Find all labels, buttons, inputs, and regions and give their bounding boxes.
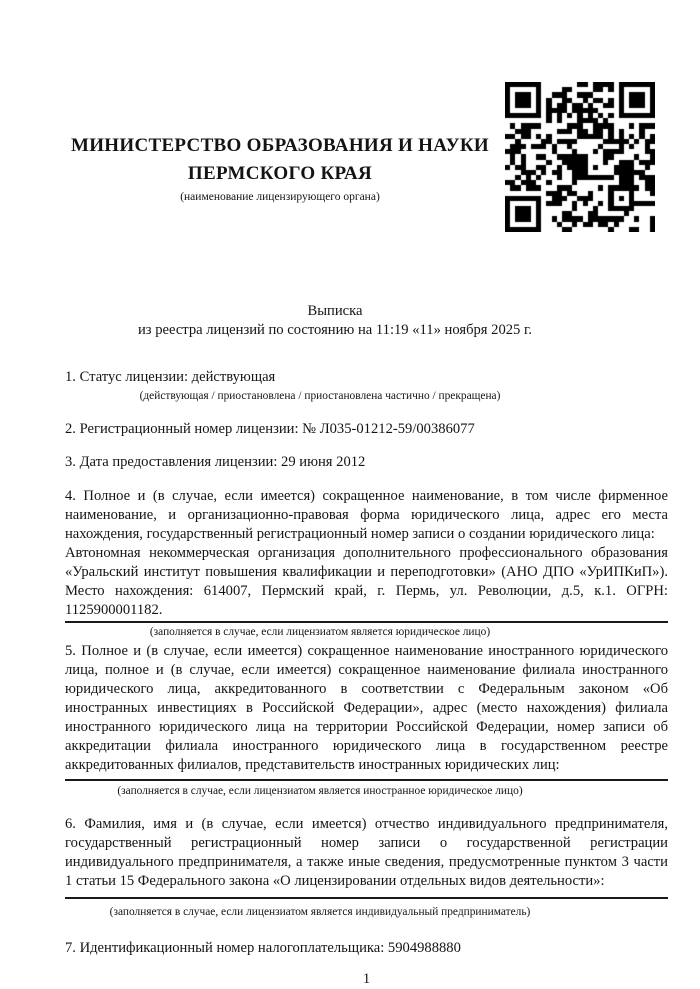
section-7-taxpayer-number: 7. Идентификационный номер налогоплательщика: 5904988880 bbox=[65, 940, 461, 956]
document-body bbox=[65, 302, 668, 989]
section-6-label: 6. Фамилия, имя и (в случае, если имеется) отчество индивидуального предпринимателя, государственный регистрационный номер записи о государственной регистрации индивидуального предпринимателя, а также иные сведения, предусмотренные пунктом 3 части 1 статьи 15 Федерального закона «О лицензировании отдельных видов деятельности»: bbox=[65, 816, 668, 889]
section-1-caption: (действующая / приостановлена / приостановлена частично / прекращена) bbox=[139, 390, 501, 402]
section-4-value: Автономная некоммерческая организация дополнительного профессионального образования «Уральский институт повышения квалификации и переподготовки» (АНО ДПО «УрИПКиП»). Место нахождения: 614007, Пермский край, г. Пермь, ул. Революции, д.5, к.1. ОГРН: 1125900001182. bbox=[65, 545, 668, 618]
section-4-caption: (заполняется в случае, если лицензиатом является юридическое лицо) bbox=[149, 626, 491, 638]
section-6-underline bbox=[65, 897, 668, 899]
page-number: 1 bbox=[362, 971, 371, 987]
letterhead bbox=[60, 132, 500, 204]
section-3-license-date: 3. Дата предоставления лицензии: 29 июня 2012 bbox=[65, 454, 366, 470]
section-2-registration-number: 2. Регистрационный номер лицензии: № Л035-01212-59/00386077 bbox=[65, 421, 475, 437]
section-5-label: 5. Полное и (в случае, если имеется) сокращенное наименование иностранного юридического лица, полное и (в случае, если имеется) сокращенное наименование филиала иностранного юридического лица, аккредитованного в соответствии с Федеральным законом «Об иностранных инвестициях в Российской Федерации», адрес (место нахождения) филиала иностранного юридического лица на территории Российской Федерации, номер записи об аккредитации филиала иностранного юридического лица в государственном реестре аккредитованных филиалов, представительств иностранных юридических лиц: bbox=[65, 643, 668, 773]
ministry-name bbox=[60, 132, 500, 188]
ministry-name-line1: МИНИСТЕРСТВО ОБРАЗОВАНИЯ И НАУКИ bbox=[70, 135, 490, 156]
section-5-underline bbox=[65, 779, 668, 781]
licensing-authority-caption: (наименование лицензирующего органа) bbox=[180, 191, 380, 203]
section-4-label: 4. Полное и (в случае, если имеется) сокращенное наименование, в том числе фирменное наименование, и организационно-правовая форма юридического лица, адрес его места нахождения, государственный регистрационный номер записи о создании юридического лица: bbox=[65, 488, 668, 542]
qr-code-icon bbox=[505, 82, 655, 232]
document-title-line2: из реестра лицензий по состоянию на 11:19 «11» ноября 2025 г. bbox=[137, 322, 532, 338]
section-4-underline bbox=[65, 621, 668, 623]
section-5-caption: (заполняется в случае, если лицензиатом является иностранное юридическое лицо) bbox=[117, 785, 523, 797]
section-6-caption: (заполняется в случае, если лицензиатом является индивидуальный предприниматель) bbox=[109, 906, 531, 918]
document-title bbox=[65, 302, 605, 340]
section-1-license-status: 1. Статус лицензии: действующая bbox=[65, 369, 276, 385]
ministry-name-line2: ПЕРМСКОГО КРАЯ bbox=[187, 163, 373, 184]
document-title-line1: Выписка bbox=[307, 303, 363, 319]
